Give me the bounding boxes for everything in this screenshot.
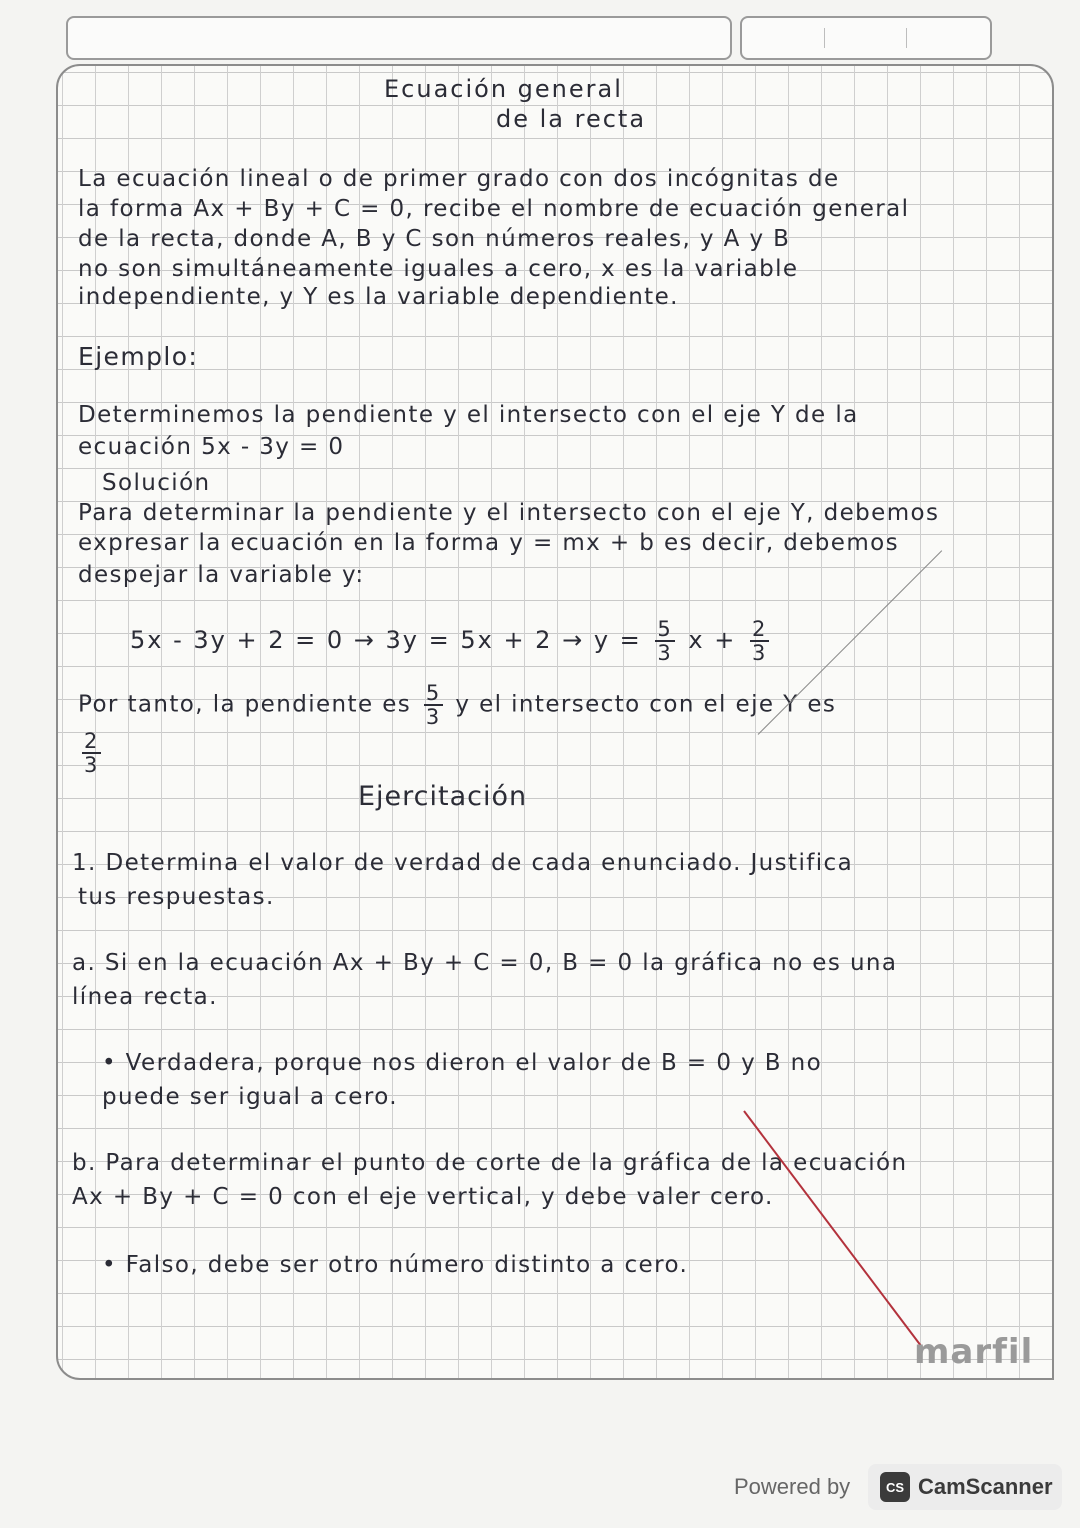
faint-diagonal-stroke	[758, 550, 943, 735]
header-divider	[824, 28, 825, 48]
camscanner-badge	[868, 1464, 1062, 1510]
item-a-line: línea recta.	[72, 984, 218, 1010]
answer-a-line: puede ser igual a cero.	[102, 1084, 398, 1110]
definition-line: la forma Ax + By + C = 0, recibe el nombre de ecuación general	[78, 196, 910, 222]
fraction-numerator: 5	[425, 681, 441, 705]
item-b-line: Ax + By + C = 0 con el eje vertical, y debe valer cero.	[72, 1184, 774, 1210]
definition-line: no son simultáneamente iguales a cero, x es la variable	[78, 256, 799, 282]
example-statement-line: ecuación 5x - 3y = 0	[78, 434, 345, 460]
page-title-line1: Ecuación general	[384, 75, 623, 103]
exercise-statement-line: tus respuestas.	[78, 884, 275, 910]
exercise-statement-line: 1. Determina el valor de verdad de cada enunciado. Justifica	[72, 850, 854, 876]
notebook-page	[56, 64, 1054, 1380]
worked-equation	[130, 618, 773, 664]
equation-fraction	[655, 618, 674, 664]
definition-line: La ecuación lineal o de primer grado con dos incógnitas de	[78, 166, 840, 192]
equation-text: x +	[688, 626, 737, 654]
fraction-denominator: 3	[752, 641, 768, 665]
fraction-numerator: 5	[657, 617, 673, 641]
conclusion-text: y el intersecto con el eje Y es	[455, 691, 837, 718]
fraction-numerator: 2	[752, 617, 768, 641]
example-statement-line: Determinemos la pendiente y el intersecto con el eje Y de la	[78, 402, 859, 428]
definition-line: de la recta, donde A, B y C son números reales, y A y B	[78, 226, 791, 252]
solution-line: Para determinar la pendiente y el intersecto con el eje Y, debemos	[78, 500, 940, 526]
exercise-heading: Ejercitación	[358, 781, 528, 812]
header-box-left	[66, 16, 732, 60]
conclusion-line	[78, 682, 836, 728]
slope-fraction	[424, 682, 443, 728]
solution-line: expresar la ecuación en la forma y = mx + b es decir, debemos	[78, 530, 900, 556]
red-arrow-stroke	[743, 1110, 924, 1349]
header-box-right	[740, 16, 992, 60]
intercept-fraction	[82, 730, 101, 776]
answer-b-line: • Falso, debe ser otro número distinto a cero.	[102, 1252, 689, 1278]
fraction-denominator: 3	[425, 705, 441, 729]
powered-by-label: Powered by	[734, 1474, 851, 1499]
item-a-line: a. Si en la ecuación Ax + By + C = 0, B = 0 la gráfica no es una	[72, 950, 898, 976]
fraction-numerator: 2	[84, 729, 99, 753]
solution-line: despejar la variable y:	[78, 562, 365, 588]
page-title-line2: de la recta	[496, 105, 647, 133]
intercept-value	[78, 730, 105, 776]
header-divider	[906, 28, 907, 48]
fraction-denominator: 3	[84, 753, 99, 777]
fraction-denominator: 3	[657, 641, 673, 665]
marfil-logo: marfil	[914, 1332, 1034, 1372]
equation-text: 5x - 3y + 2 = 0 → 3y = 5x + 2 → y =	[130, 626, 642, 654]
definition-line: independiente, y Y es la variable dependiente.	[78, 284, 679, 310]
item-b-line: b. Para determinar el punto de corte de la gráfica de la ecuación	[72, 1150, 908, 1176]
camscanner-logo-icon: CS	[880, 1472, 910, 1502]
example-heading: Ejemplo:	[78, 342, 199, 371]
equation-fraction	[750, 618, 769, 664]
answer-a-line: • Verdadera, porque nos dieron el valor de B = 0 y B no	[102, 1050, 823, 1076]
conclusion-text: Por tanto, la pendiente es	[78, 691, 412, 718]
solution-label: Solución	[102, 470, 211, 496]
camscanner-name: CamScanner	[918, 1474, 1053, 1499]
